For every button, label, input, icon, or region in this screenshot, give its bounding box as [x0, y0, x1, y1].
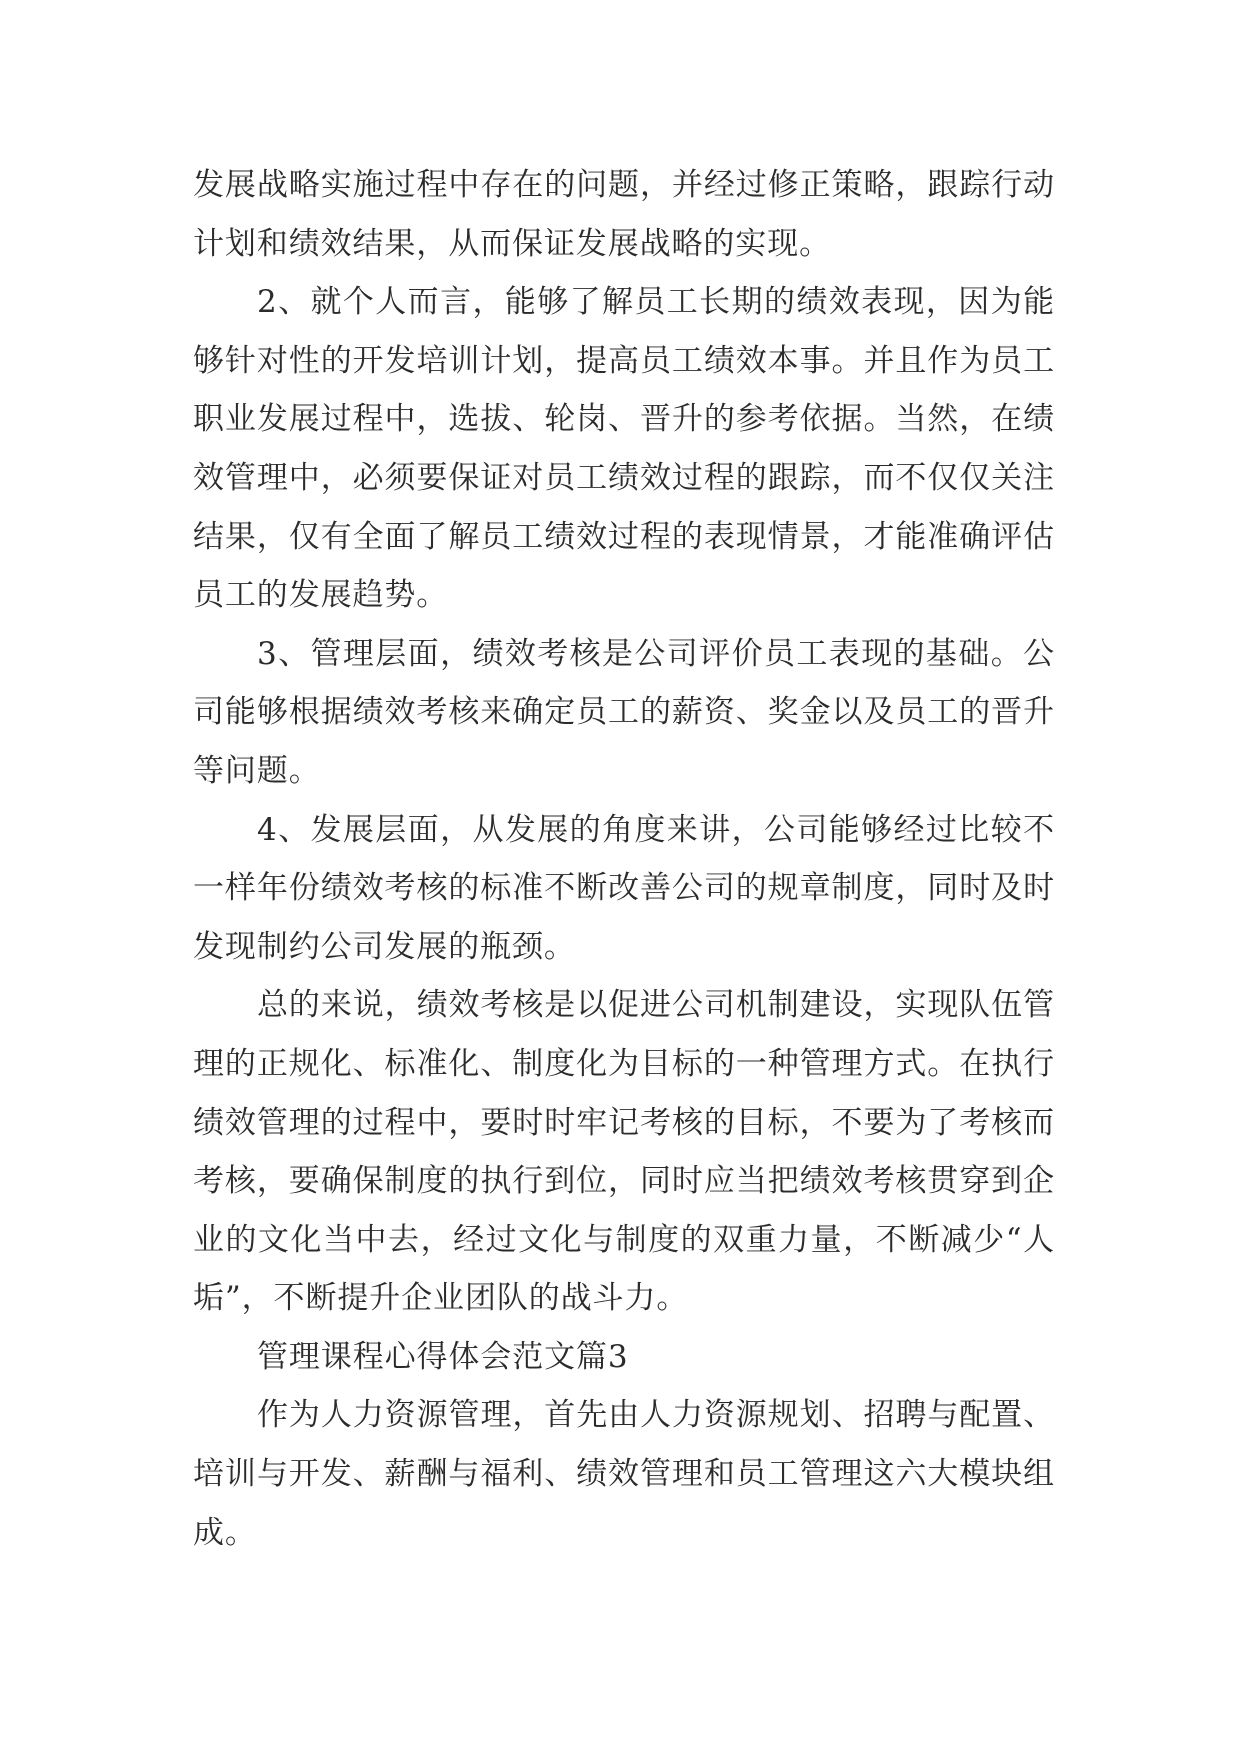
paragraph-section-3-intro: 作为人力资源管理，首先由人力资源规划、招聘与配置、培训与开发、薪酬与福利、绩效管理和员工管理这六大模块组成。 [193, 1397, 1055, 1551]
paragraph-point-4: 4、发展层面，从发展的角度来讲，公司能够经过比较不一样年份绩效考核的标准不断改善公司的规章制度，同时及时发现制约公司发展的瓶颈。 [193, 811, 1055, 965]
paragraph-summary: 总的来说，绩效考核是以促进公司机制建设，实现队伍管理的正规化、标准化、制度化为目标的一种管理方式。在执行绩效管理的过程中，要时时牢记考核的目标，不要为了考核而考核，要确保制度的执行到位，同时应当把绩效考核贯穿到企业的文化当中去，经过文化与制度的双重力量，不断减少“人垢”，不断提升企业团队的战斗力。 [193, 987, 1055, 1317]
document-body [193, 156, 1055, 1562]
paragraph-point-3: 3、管理层面，绩效考核是公司评价员工表现的基础。公司能够根据绩效考核来确定员工的薪资、奖金以及员工的晋升等问题。 [193, 635, 1055, 789]
section-heading: 管理课程心得体会范文篇3 [257, 1338, 629, 1375]
paragraph-point-2: 2、就个人而言，能够了解员工长期的绩效表现，因为能够针对性的开发培训计划，提高员工绩效本事。并且作为员工职业发展过程中，选拔、轮岗、晋升的参考依据。当然，在绩效管理中，必须要保证对员工绩效过程的跟踪，而不仅仅关注结果，仅有全面了解员工绩效过程的表现情景，才能准确评估员工的发展趋势。 [193, 284, 1055, 614]
paragraph-continuation: 发展战略实施过程中存在的问题，并经过修正策略，跟踪行动计划和绩效结果，从而保证发展战略的实现。 [193, 167, 1055, 262]
